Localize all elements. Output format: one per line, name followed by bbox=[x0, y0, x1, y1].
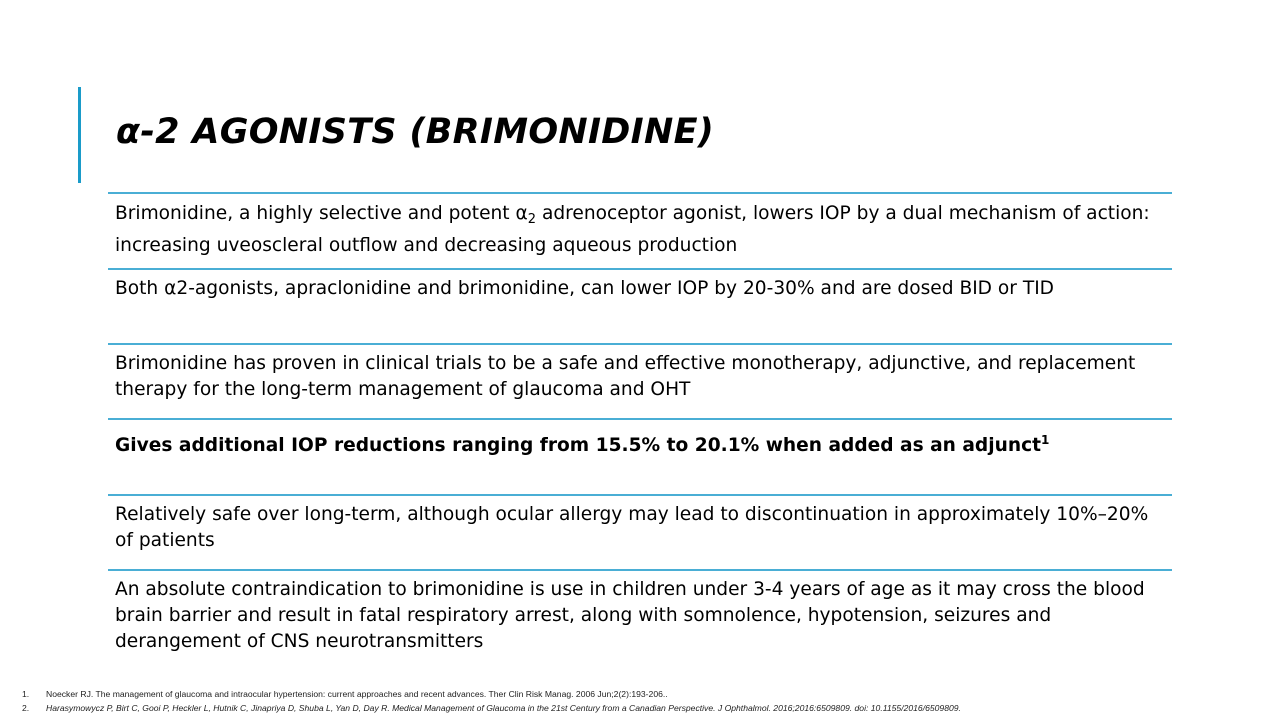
footnote-number: 2. bbox=[22, 703, 30, 713]
footnote-2 bbox=[22, 701, 961, 715]
item-text: Gives additional IOP reductions ranging from 15.5% to 20.1% when added as an adjunct bbox=[115, 435, 1041, 456]
slide-title: α-2 AGONISTS (BRIMONIDINE) bbox=[116, 112, 715, 152]
footnote-text: Noecker RJ. The management of glaucoma and intraocular hypertension: current approaches and recent advances. Ther Clin Risk Manag. 2006 Jun;2(2):193-206.. bbox=[46, 689, 668, 699]
title-accent-bar bbox=[78, 87, 81, 183]
bullet-item-clinical-trials: Brimonidine has proven in clinical trials to be a safe and effective monotherapy, adjunctive, and replacement therapy for the long-term management of glaucoma and OHT bbox=[115, 353, 1136, 400]
divider-rule bbox=[108, 494, 1172, 496]
footnote-number: 1. bbox=[22, 689, 30, 699]
footnote-reference[interactable]: 1 bbox=[1041, 433, 1050, 447]
item-text: adrenoceptor agonist, lowers IOP by a dual mechanism of action: increasing uveoscleral outflow and decreasing aqueous production bbox=[115, 203, 1150, 256]
item-text: Brimonidine, a highly selective and potent α bbox=[115, 203, 528, 224]
bullet-item-safety: Relatively safe over long-term, although ocular allergy may lead to discontinuation in approximately 10%–20% of patients bbox=[115, 504, 1149, 551]
bullet-item-mechanism bbox=[115, 201, 1165, 259]
bullet-item-adjunct bbox=[115, 427, 1165, 459]
footnote-text: Harasymowycz P, Birt C, Gooi P, Heckler L, Hutnik C, Jinapriya D, Shuba L, Yan D, Day R. Medical Management of Glaucoma in the 21st Century from a Canadian Perspective. J Ophthalmol. 2016;2016:6509809. doi: 10.1155/2016/6509809. bbox=[46, 703, 961, 713]
footnote-1 bbox=[22, 687, 961, 701]
divider-rule bbox=[108, 343, 1172, 345]
footnotes bbox=[22, 687, 961, 715]
item-subscript: 2 bbox=[527, 212, 537, 227]
divider-rule bbox=[108, 192, 1172, 194]
divider-rule bbox=[108, 268, 1172, 270]
divider-rule bbox=[108, 418, 1172, 420]
bullet-item-contraindication: An absolute contraindication to brimonidine is use in children under 3-4 years of age as it may cross the blood brain barrier and result in fatal respiratory arrest, along with somnolence, hypotension, seizures and derangement of CNS neurotransmitters bbox=[115, 579, 1145, 652]
divider-rule bbox=[108, 569, 1172, 571]
bullet-item-dosing: Both α2-agonists, apraclonidine and brimonidine, can lower IOP by 20-30% and are dosed BID or TID bbox=[115, 278, 1055, 299]
